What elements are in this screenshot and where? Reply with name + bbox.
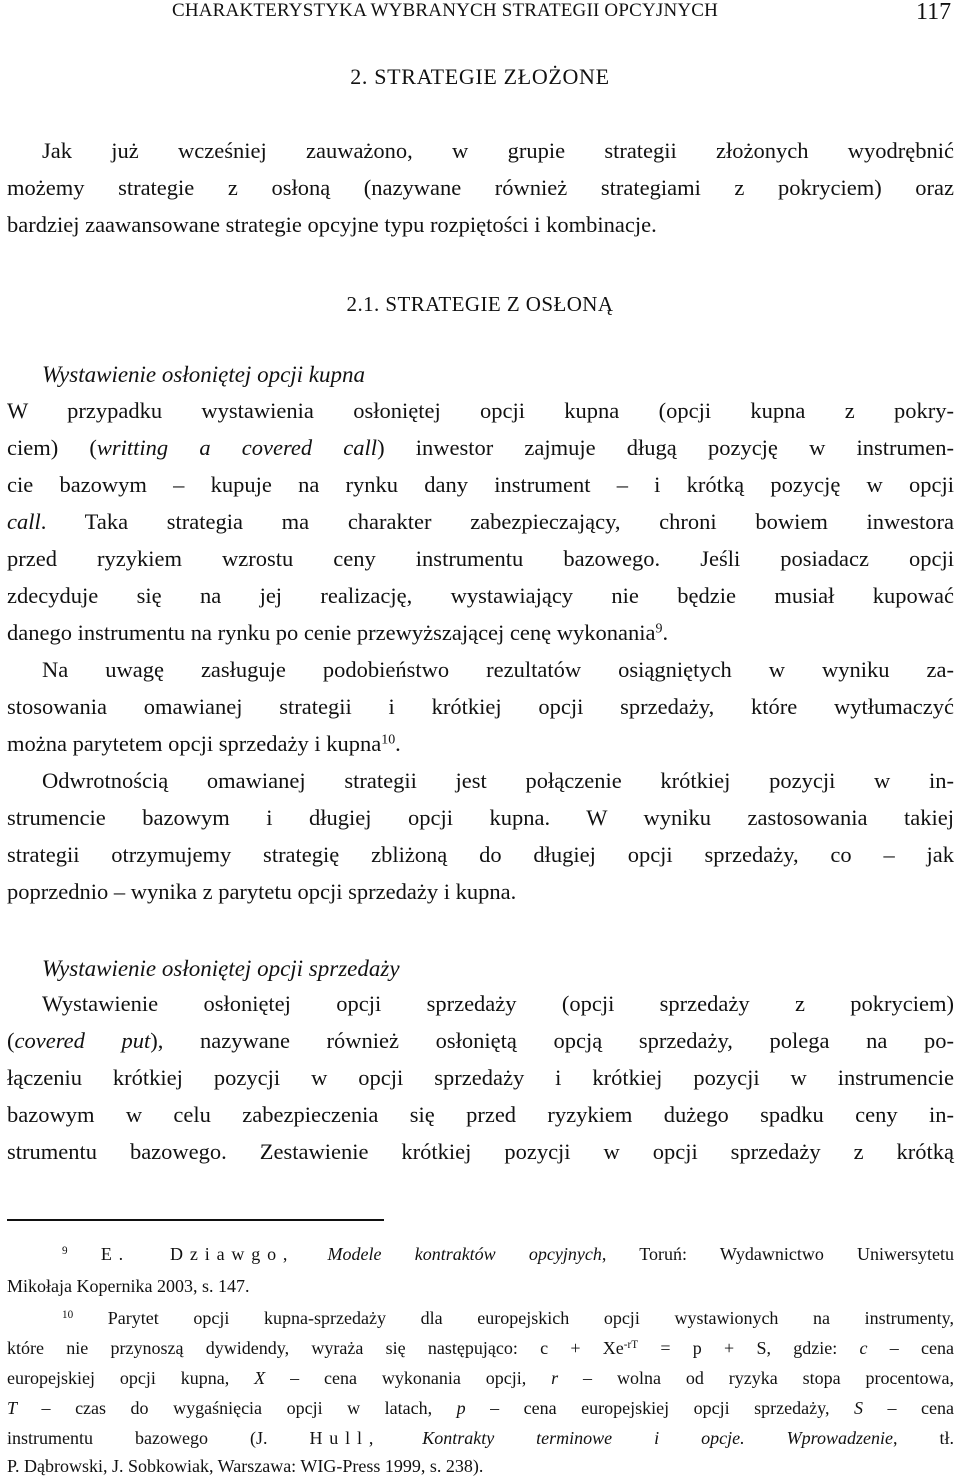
body-line: Wystawienie osłoniętej opcji sprzedaży (opcji sprzedaży z pokryciem) [42,991,954,1016]
variable: X [254,1368,266,1388]
text-run: ( [7,1028,15,1053]
variable: r [551,1368,559,1388]
text-run: . [662,620,669,645]
text-run [380,1428,422,1448]
body-line: strumentu bazowego. Zestawienie krótkiej pozycji w opcji sprzedaży z krótką [7,1139,954,1164]
body-line [7,733,954,756]
footnote-10-line-2 [7,1339,954,1357]
text-run: które nie przynoszą dywidendy, wyraża się następująco: c + Xe [7,1338,624,1358]
text-run: – cena wykonania opcji, [265,1368,552,1388]
body-line [7,511,954,534]
text-run: Parytet opcji kupna-sprzedaży dla europejskich opcji wystawionych na instrumenty, [107,1308,955,1328]
footnote-9 [62,1245,954,1263]
text-run: = p + S, gdzie: [638,1338,860,1358]
italic-term: writting a covered call [96,435,378,460]
intro-line-1: Jak już wcześniej zauważono, w grupie strategii złożonych wyodrębnić [42,138,954,163]
variable: p [456,1398,466,1418]
footnote-number: 9 [62,1244,68,1257]
footnote-9-line-2: Mikołaja Kopernika 2003, s. 147. [7,1276,250,1296]
text-run: ciem) ( [7,435,97,460]
text-run: ), nazywane również osłoniętą opcją sprzedaży, polega na po- [150,1028,954,1053]
body-line [7,437,954,460]
footnote-number: 10 [62,1308,74,1321]
body-line: przed ryzykiem wzrostu ceny instrumentu bazowego. Jeśli posiadacz opcji [7,546,954,571]
italic-term: covered put [14,1028,151,1053]
body-line [7,622,954,645]
body-line: cie bazowym – kupuje na rynku dany instrument – i krótką pozycję w opcji [7,472,954,497]
text-run: – czas do wygaśnięcia opcji w latach, [17,1398,457,1418]
text-run: . Taka strategia ma charakter zabezpieczający, chroni bowiem inwestora [40,509,954,534]
exponent: -rT [623,1338,639,1351]
body-line: bazowym w celu zabezpieczenia się przed ryzykiem dużego spadku ceny in- [7,1102,954,1127]
page-number: 117 [916,0,952,25]
intro-line-3: bardziej zaawansowane strategie opcyjne typu rozpiętości i kombinacje. [7,212,657,237]
running-header: CHARAKTERYSTYKA WYBRANYCH STRATEGII OPCYJNYCH [172,0,719,21]
body-line: W przypadku wystawienia osłoniętej opcji kupna (opcji kupna z pokry- [7,398,954,423]
body-line: zdecyduje się na jej realizację, wystawiający nie będzie musiał kupować [7,583,954,608]
body-line: poprzednio – wynika z parytetu opcji sprzedaży i kupna. [7,879,517,904]
text-run: ) inwestor zajmuje długą pozycję w instrumen- [377,435,955,460]
variable: S [853,1398,863,1418]
body-line: Na uwagę zasługuje podobieństwo rezultatów osiągniętych w wyniku za- [42,657,954,682]
text-run: instrumentu bazowego (J. [7,1428,310,1448]
body-line [7,1030,954,1053]
text-run: – cena [862,1398,955,1418]
footnote-ref-10[interactable]: 10 [381,732,396,748]
author-name: E. Dziawgo, [100,1244,295,1264]
text-run: , Toruń: Wydawnictwo Uniwersytetu [601,1244,955,1264]
text-run: można parytetem opcji sprzedaży i kupna [7,731,382,756]
italic-term: call [7,509,41,534]
covered-call-title: Wystawienie osłoniętej opcji kupna [42,362,366,387]
footnote-10-line-3 [7,1369,954,1387]
footnote-10-line-5 [7,1429,954,1447]
footnote-10-line-6: P. Dąbrowski, J. Sobkowiak, Warszawa: WIG-Press 1999, s. 238). [7,1456,484,1476]
covered-put-title: Wystawienie osłoniętej opcji sprzedaży [42,956,400,981]
footnote-rule [7,1219,384,1221]
book-title: Modele kontraktów opcyjnych [327,1244,602,1264]
footnote-10 [62,1309,954,1327]
variable: c [859,1338,868,1358]
variable: T [7,1398,18,1418]
section-heading: 2. STRATEGIE ZŁOŻONE [350,64,610,89]
footnote-ref-9[interactable]: 9 [655,621,663,637]
text-run: europejskiej opcji kupna, [7,1368,255,1388]
subsection-heading: 2.1. STRATEGIE Z OSŁONĄ [346,292,614,316]
body-line: strategii otrzymujemy strategię zbliżoną do długiej opcji sprzedaży, co – jak [7,842,954,867]
text-run: – wolna od ryzyka stopa procentowa, [558,1368,955,1388]
body-line: Odwrotnością omawianej strategii jest połączenie krótkiej pozycji w in- [42,768,954,793]
body-line: strumencie bazowym i długiej opcji kupna. W wyniku zastosowania takiej [7,805,954,830]
text-run: . [395,731,401,756]
text-run: – cena europejskiej opcji sprzedaży, [465,1398,854,1418]
text-run: , tł. [892,1428,954,1448]
body-line: łączeniu krótkiej pozycji w opcji sprzedaży i krótkiej pozycji w instrumencie [7,1065,954,1090]
footnote-10-line-4 [7,1399,954,1417]
body-line: stosowania omawianej strategii i krótkiej opcji sprzedaży, które wytłumaczyć [7,694,954,719]
book-title: Kontrakty terminowe i opcje. Wprowadzenie [422,1428,893,1448]
intro-line-2: możemy strategie z osłoną (nazywane również strategiami z pokryciem) oraz [7,175,954,200]
author-name: Hull, [309,1428,381,1448]
text-run: – cena [867,1338,955,1358]
text-run: danego instrumentu na rynku po cenie przewyższającej cenę wykonania [7,620,656,645]
